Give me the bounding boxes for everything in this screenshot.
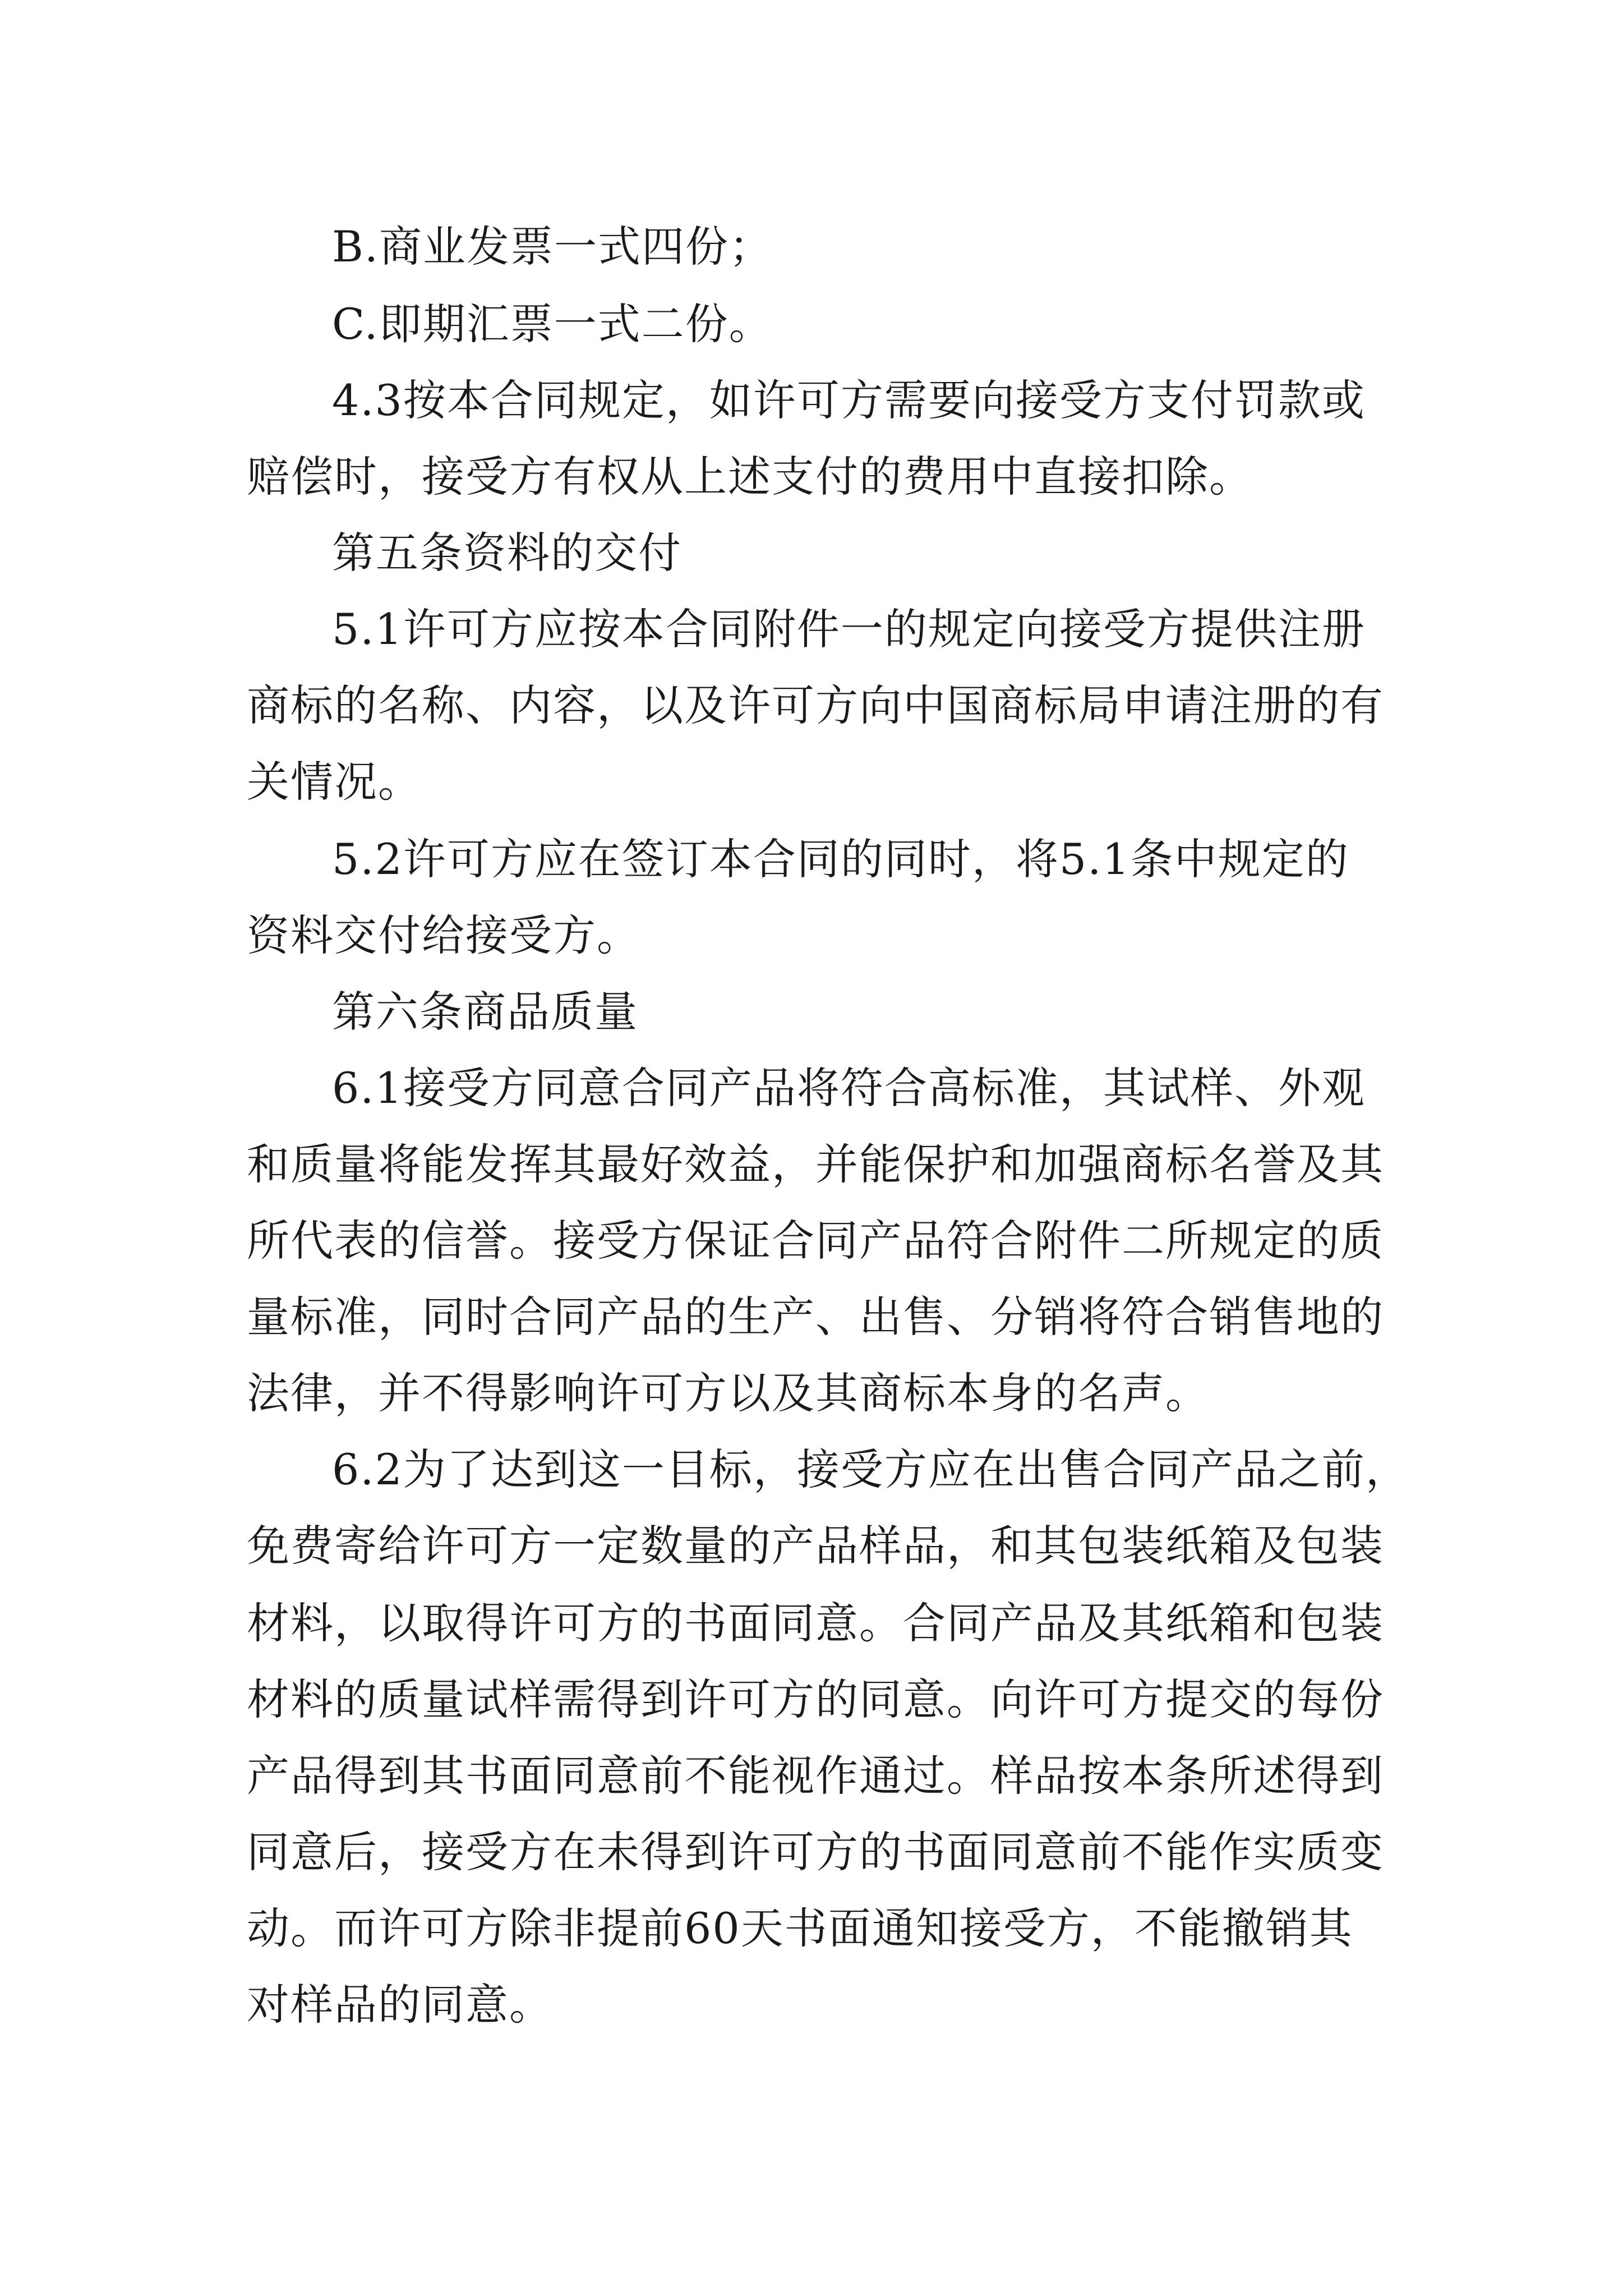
text-line: 法律，并不得影响许可方以及其商标本身的名声。 — [247, 1368, 1209, 1418]
text-line: 6.2为了达到这一目标，接受方应在出售合同产品之前， — [332, 1444, 1409, 1494]
text-line: 材料的质量试样需得到许可方的同意。向许可方提交的每份 — [247, 1674, 1384, 1724]
text-line: 产品得到其书面同意前不能视作通过。样品按本条所述得到 — [247, 1751, 1384, 1801]
text-line: 赔偿时，接受方有权从上述支付的费用中直接扣除。 — [247, 452, 1253, 501]
text-line: C.即期汇票一式二份。 — [332, 299, 773, 349]
text-line: 资料交付给接受方。 — [247, 910, 640, 960]
text-line: 6.1接受方同意合同产品将符合高标准，其试样、外观 — [332, 1063, 1366, 1113]
text-line: 5.2许可方应在签订本合同的同时，将5.1条中规定的 — [332, 834, 1349, 884]
text-line: 同意后，接受方在未得到许可方的书面同意前不能作实质变 — [247, 1827, 1384, 1877]
text-line: 动。而许可方除非提前60天书面通知接受方，不能撤销其 — [247, 1903, 1353, 1953]
text-line: 关情况。 — [247, 757, 422, 807]
text-line: 量标准，同时合同产品的生产、出售、分销将符合销售地的 — [247, 1292, 1384, 1342]
text-line: 和质量将能发挥其最好效益，并能保护和加强商标名誉及其 — [247, 1139, 1384, 1189]
text-line: 对样品的同意。 — [247, 1980, 553, 2030]
text-line: 商标的名称、内容，以及许可方向中国商标局申请注册的有 — [247, 680, 1384, 730]
text-line: 材料，以取得许可方的书面同意。合同产品及其纸箱和包装 — [247, 1598, 1384, 1648]
section-heading: 第六条商品质量 — [332, 987, 638, 1037]
text-line: B.商业发票一式四份； — [332, 222, 773, 272]
text-line: 所代表的信誉。接受方保证合同产品符合附件二所规定的质 — [247, 1216, 1384, 1266]
text-line: 4.3按本合同规定，如许可方需要向接受方支付罚款或 — [332, 375, 1366, 425]
text-line: 5.1许可方应按本合同附件一的规定向接受方提供注册 — [332, 604, 1366, 654]
text-line: 免费寄给许可方一定数量的产品样品，和其包装纸箱及包装 — [247, 1521, 1384, 1571]
section-heading: 第五条资料的交付 — [332, 528, 682, 578]
